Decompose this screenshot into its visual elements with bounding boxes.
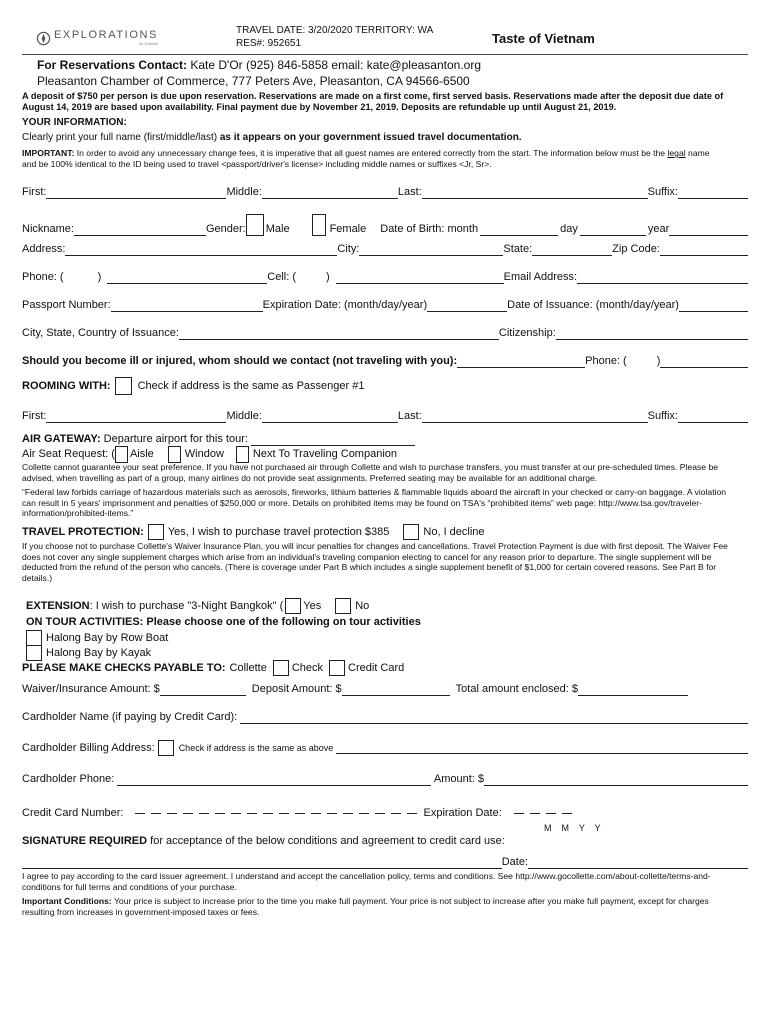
protection-yes-checkbox[interactable]	[148, 524, 164, 540]
important-conditions-text: Your price is subject to increase prior to the time you make full payment. Your price is not subject to increase after you make full payment, except for charges resulting from increases in government-imposed taxes or fees.	[22, 896, 709, 917]
instruction-bold: as it appears on your government issued travel documentation.	[219, 132, 522, 143]
cell-field[interactable]	[336, 272, 504, 284]
card-number-label: Credit Card Number:	[22, 807, 124, 819]
cardholder-phone-row	[22, 773, 748, 786]
air-gateway-text: Departure airport for this tour:	[103, 433, 248, 445]
aisle-label: Aisle	[129, 448, 154, 460]
logo-subtext: by Collette	[139, 41, 158, 46]
checks-payee: Collette	[229, 661, 267, 674]
billing-address-row	[22, 740, 748, 756]
middle-label: Middle:	[226, 186, 262, 198]
kayak-checkbox[interactable]	[26, 645, 42, 661]
protection-no-label: No, I decline	[423, 525, 485, 538]
travel-date: TRAVEL DATE: 3/20/2020 TERRITORY: WA	[236, 25, 434, 36]
emergency-phone-field[interactable]	[660, 356, 748, 368]
exp-date-label: Expiration Date:	[423, 807, 502, 819]
cardholder-name-row	[22, 711, 748, 724]
contact-label: For Reservations Contact:	[37, 58, 188, 72]
p2-last-name-field[interactable]	[422, 411, 648, 423]
dob-day-field[interactable]	[580, 224, 646, 236]
citizenship-field[interactable]	[556, 328, 748, 340]
exp-date-hint: M M Y Y	[544, 823, 601, 833]
cardholder-phone-field[interactable]	[117, 774, 431, 786]
p2-first-label: First:	[22, 410, 47, 422]
rooming-row	[22, 377, 364, 395]
pay-check-checkbox[interactable]	[273, 660, 289, 676]
cardholder-name-field[interactable]	[240, 712, 748, 724]
extension-yes-label: Yes	[303, 599, 322, 612]
state-label: State:	[503, 243, 533, 255]
pay-credit-checkbox[interactable]	[329, 660, 345, 676]
middle-name-field[interactable]	[262, 187, 398, 199]
male-checkbox[interactable]	[246, 214, 264, 236]
billing-same-checkbox[interactable]	[158, 740, 174, 756]
contact-value: Kate D'Or (925) 846-5858 email: kate@pleasanton.org	[190, 58, 482, 72]
reservations-contact	[37, 58, 481, 72]
first-label: First:	[22, 186, 47, 198]
gender-label: Gender:	[205, 223, 246, 235]
issuance-row	[22, 327, 748, 340]
passport-expiration-field[interactable]	[427, 300, 507, 312]
first-name-field[interactable]	[46, 187, 226, 199]
cardholder-phone-label: Cardholder Phone:	[22, 773, 115, 785]
tour-title: Taste of Vietnam	[492, 31, 595, 46]
window-label: Window	[184, 448, 224, 460]
passport-row	[22, 299, 748, 312]
p2-middle-label: Middle:	[226, 410, 262, 422]
signature-heading	[22, 835, 505, 848]
last-name-field[interactable]	[422, 187, 648, 199]
issuance-place-label: City, State, Country of Issuance:	[22, 327, 179, 339]
your-information-heading: YOUR INFORMATION:	[22, 117, 127, 128]
aisle-checkbox[interactable]	[115, 446, 128, 463]
important-note	[22, 148, 722, 169]
departure-airport-field[interactable]	[251, 434, 415, 446]
p2-last-label: Last:	[397, 410, 422, 422]
amounts-row	[22, 683, 688, 696]
card-number-row	[22, 807, 578, 820]
phone-paren: )	[97, 271, 102, 283]
citizenship-label: Citizenship:	[498, 327, 556, 339]
rooming-same-address-checkbox[interactable]	[115, 377, 132, 395]
air-seat-request	[22, 446, 397, 463]
amount-field[interactable]	[484, 774, 748, 786]
air-gateway-label: AIR GATEWAY:	[22, 433, 101, 445]
waiver-amount-label: Waiver/Insurance Amount: $	[22, 683, 160, 695]
p2-first-name-field[interactable]	[46, 411, 226, 423]
extension-no-checkbox[interactable]	[335, 598, 351, 614]
expiration-label: Expiration Date: (month/day/year)	[262, 299, 428, 311]
tsa-note: “Federal law forbids carriage of hazardous materials such as aerosols, fireworks, lithium batteries & flammable liquids aboard the aircraft in your checked or carry-on baggage. A violation can result in 5 years' imprisonment and penalties of $250,000 or more. Details on prohibited items may be found on TSA's “prohibited items” web page: http://www.tsa.gov/traveler-information/prohibited-items.”	[22, 487, 727, 519]
agreement-text: I agree to pay according to the card issuer agreement. I understand and accept the cancellation policy, terms and conditions. See http://www.gocollette.com/about-collette/terms-and-conditions for full terms and conditions of your purchase.	[22, 871, 711, 892]
important-text2: name and be 100% identical to the ID being used to travel <passport/driver's license> including middle names or suffixes <Jr, Sr>.	[22, 148, 710, 169]
cell-paren: )	[326, 271, 330, 283]
p2-middle-name-field[interactable]	[262, 411, 398, 423]
card-number-field[interactable]	[135, 807, 423, 820]
chamber-address: Pleasanton Chamber of Commerce, 777 Peters Ave, Pleasanton, CA 94566-6500	[37, 74, 470, 88]
zip-label: Zip Code:	[612, 243, 660, 255]
rooming-check-label: Check if address is the same as Passenger #1	[137, 379, 365, 392]
last-label: Last:	[397, 186, 422, 198]
issuance-date-field[interactable]	[679, 300, 748, 312]
dob-day-label: day	[560, 223, 578, 235]
extension-label: EXTENSION	[26, 599, 90, 612]
important-label: IMPORTANT:	[22, 148, 75, 158]
billing-check-label: Check if address is the same as above	[178, 742, 334, 753]
emergency-label: Should you become ill or injured, whom should we contact (not traveling with you):	[22, 355, 458, 367]
res-number: RES#: 952651	[236, 38, 302, 49]
important-legal: legal	[667, 148, 686, 158]
dob-year-label: year	[647, 223, 670, 235]
important-conditions	[22, 896, 738, 917]
total-enclosed-label: Total amount enclosed: $	[455, 683, 578, 695]
checks-payable-label: PLEASE MAKE CHECKS PAYABLE TO:	[22, 661, 226, 674]
address-field[interactable]	[65, 244, 337, 256]
deposit-amount-label: Deposit Amount: $	[251, 683, 342, 695]
logo	[36, 30, 158, 46]
signature-text: for acceptance of the below conditions and agreement to credit card use:	[147, 835, 505, 847]
date-label: Date:	[501, 856, 528, 868]
total-enclosed-field[interactable]	[578, 684, 688, 696]
emergency-contact-field[interactable]	[457, 356, 585, 368]
dob-month-field[interactable]	[480, 224, 558, 236]
cell-label: Cell: (	[267, 271, 296, 283]
deposit-amount-field[interactable]	[342, 684, 450, 696]
protection-yes-label: Yes, I wish to purchase travel protection $385	[167, 525, 390, 538]
cardholder-name-label: Cardholder Name (if paying by Credit Card):	[22, 711, 238, 723]
email-label: Email Address:	[503, 271, 578, 283]
waiver-amount-field[interactable]	[160, 684, 246, 696]
activities-heading: ON TOUR ACTIVITIES: Please choose one of the following on tour activities	[26, 616, 421, 628]
email-field[interactable]	[577, 272, 748, 284]
signature-row	[22, 856, 748, 869]
city-label: City:	[337, 243, 360, 255]
air-seat-label: Air Seat Request: (	[22, 448, 115, 460]
companion-checkbox[interactable]	[236, 446, 249, 463]
extension-row	[26, 598, 369, 614]
passport-field[interactable]	[111, 300, 263, 312]
signature-date-field[interactable]	[528, 857, 748, 869]
name-row	[22, 186, 748, 199]
city-field[interactable]	[359, 244, 503, 256]
female-label: Female	[329, 223, 367, 235]
emergency-paren: )	[656, 355, 661, 367]
emergency-phone-label: Phone: (	[585, 355, 627, 367]
phone-label: Phone: (	[22, 271, 64, 283]
suffix-field[interactable]	[678, 187, 748, 199]
nickname-label: Nickname:	[22, 223, 74, 235]
signature-field[interactable]	[22, 857, 502, 869]
billing-address-field[interactable]	[336, 742, 748, 754]
rooming-label: ROOMING WITH:	[22, 379, 111, 392]
companion-label: Next To Traveling Companion	[252, 448, 398, 460]
nickname-field[interactable]	[74, 224, 206, 236]
passenger2-name-row	[22, 410, 748, 423]
nickname-row	[22, 214, 748, 236]
print-instruction	[22, 132, 522, 144]
p2-suffix-label: Suffix:	[647, 410, 678, 422]
header-rule	[22, 54, 748, 55]
address-row	[22, 243, 748, 256]
female-checkbox[interactable]	[312, 214, 326, 236]
checks-payable-row	[22, 660, 404, 676]
important-text: In order to avoid any unnecessary change fees, it is imperative that all guest names are entered correctly from the start. The information below must be the	[74, 148, 668, 158]
suffix-label: Suffix:	[647, 186, 678, 198]
instruction-plain: Clearly print your full name (first/middle/last)	[22, 132, 220, 143]
zip-field[interactable]	[660, 244, 748, 256]
row-boat-checkbox[interactable]	[26, 630, 42, 646]
signature-label: SIGNATURE REQUIRED	[22, 835, 148, 847]
compass-icon	[36, 31, 51, 46]
window-checkbox[interactable]	[168, 446, 181, 463]
extension-text: : I wish to purchase "3-Night Bangkok" (	[89, 599, 284, 612]
travel-protection-row	[22, 524, 485, 540]
p2-suffix-field[interactable]	[678, 411, 748, 423]
exp-date-field[interactable]	[514, 807, 578, 820]
amount-label: Amount: $	[433, 773, 484, 785]
air-gateway	[22, 433, 415, 446]
extension-no-label: No	[355, 599, 370, 612]
activity-option-1[interactable]	[26, 630, 168, 646]
protection-note: If you choose not to purchase Collette's Waiver Insurance Plan, you will incur penalties for changes and cancellations. Travel Protection Payment is due with first deposit. The Waiver Fee does not cover any single supplement charges which arise from an individual's traveling companion electing to cancel for any reason prior to departure. The single supplement will be deducted from the refund of the person who cancels. (There is coverage under Part B which includes a single supplement benefit of $1,000 for certain covered reasons. See Part B for details.)	[22, 541, 728, 583]
row-boat-label: Halong Bay by Row Boat	[46, 631, 169, 644]
kayak-label: Halong Bay by Kayak	[46, 646, 152, 659]
pay-credit-label: Credit Card	[348, 661, 405, 674]
male-label: Male	[265, 223, 290, 235]
important-conditions-label: Important Conditions:	[22, 896, 112, 906]
passport-label: Passport Number:	[22, 299, 111, 311]
protection-no-checkbox[interactable]	[403, 524, 419, 540]
dob-month-label: Date of Birth: month	[380, 223, 479, 235]
pay-check-label: Check	[291, 661, 324, 674]
air-seat-note: Collette cannot guarantee your seat preference. If you have not purchased air through Collette and wish to purchase transfers, you must transfer at our pre-scheduled times. Please be advised, when travelling as part of a group, many airlines do not provide seat assignments. Preferred seating may be available for an additional charge.	[22, 462, 719, 483]
deposit-note: A deposit of $750 per person is due upon reservation. Reservations are made on a first come, first served basis. Reservations made after the deposit due date of August 14, 2019 are based upon availability. Final payment due by November 21, 2019. Deposits are refundable up until August 21, 2019.	[22, 91, 724, 113]
extension-yes-checkbox[interactable]	[285, 598, 301, 614]
activity-option-2[interactable]	[26, 645, 151, 661]
emergency-row	[22, 355, 748, 368]
state-field[interactable]	[532, 244, 612, 256]
dob-year-field[interactable]	[669, 224, 748, 236]
billing-address-label: Cardholder Billing Address:	[22, 741, 155, 754]
issuance-label: Date of Issuance: (month/day/year)	[507, 299, 679, 311]
phone-row	[22, 271, 748, 284]
issuance-place-field[interactable]	[179, 328, 499, 340]
address-label: Address:	[22, 243, 66, 255]
travel-protection-label: TRAVEL PROTECTION:	[22, 525, 144, 538]
logo-text: EXPLORATIONS	[54, 29, 158, 41]
phone-field[interactable]	[107, 272, 267, 284]
